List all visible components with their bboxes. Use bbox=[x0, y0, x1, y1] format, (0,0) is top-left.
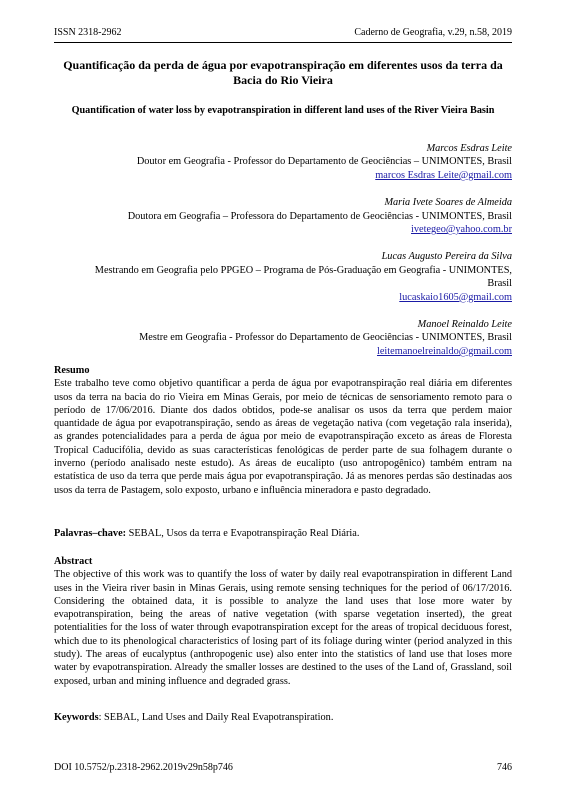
author-email-link[interactable]: ivetegeo@yahoo.com.br bbox=[411, 224, 512, 236]
author-email-link[interactable]: lucaskaio1605@gmail.com bbox=[399, 291, 512, 303]
abstract-section bbox=[54, 555, 512, 688]
author-affiliation: Mestre em Geografia - Professor do Departamento de Geociências - UNIMONTES, Brasil bbox=[139, 332, 512, 344]
author-affiliation: Doutor em Geografia - Professor do Departamento de Geociências – UNIMONTES, Brasil bbox=[136, 156, 512, 168]
keywords-label: Keywords bbox=[54, 712, 99, 723]
page-number: 746 bbox=[497, 762, 512, 773]
author-entry bbox=[52, 142, 512, 182]
palavras-chave-text: SEBAL, Usos da terra e Evapotranspiração Real Diária. bbox=[126, 528, 360, 539]
author-email-link[interactable]: leitemanoelreinaldo@gmail.com bbox=[376, 345, 512, 357]
issn: ISSN 2318-2962 bbox=[54, 27, 122, 38]
author-block bbox=[52, 142, 512, 372]
author-entry bbox=[52, 318, 512, 358]
page-footer bbox=[54, 762, 512, 773]
keywords bbox=[54, 711, 512, 724]
resumo-section bbox=[54, 364, 512, 497]
palavras-chave-label: Palavras–chave: bbox=[54, 528, 127, 539]
author-name: Marcos Esdras Leite bbox=[426, 143, 512, 154]
palavras-chave bbox=[54, 527, 512, 540]
resumo-heading: Resumo bbox=[54, 365, 90, 376]
title-portuguese: Quantificação da perda de água por evapotranspiração em diferentes usos da terra da Bacia do Rio Vieira bbox=[63, 58, 503, 87]
keywords-text: : SEBAL, Land Uses and Daily Real Evapotranspiration. bbox=[98, 712, 334, 723]
author-email-link[interactable]: marcos Esdras Leite@gmail.com bbox=[375, 169, 512, 181]
author-entry bbox=[52, 196, 512, 236]
author-affiliation: Mestrando em Geografia pelo PPGEO – Programa de Pós-Graduação em Geografia - UNIMONTES, Brasil bbox=[94, 264, 512, 290]
author-name: Lucas Augusto Pereira da Silva bbox=[381, 251, 512, 263]
abstract-heading: Abstract bbox=[54, 556, 93, 567]
header-divider bbox=[54, 42, 512, 43]
title-english: Quantification of water loss by evapotranspiration in different land uses of the River Vieira Basin bbox=[71, 105, 495, 116]
resumo-text: Este trabalho teve como objetivo quantificar a perda de água por evapotranspiração real diária em diferentes usos da terra na bacia do rio Vieira em Minas Gerais, por meio de técnicas de sensoriamento remoto para o período de 17/06/2016. Diante dos dados obtidos, pode-se analisar os usos da terra que perdem maior quantidade de água por evapotranspiração, sendo as áreas de vegetação nativa (com vegetação rala inserida), as grandes potencialidades para a perda de água por meio de evapotranspiração exceto as áreas de Floresta Tropical Caducifólia, devido as suas características fenológicas de perder parte de sua folhagem durante o inverno (período analisado neste estudo). As áreas de eucalipto (uso antropogênico) também entram na estatística de uso da terra que perde mais água por evapotranspiração. Já as menores perdas são destinadas aos usos da terra de Pastagem, solo exposto, urbano e influência mineradora e pasto degradado. bbox=[54, 378, 512, 496]
author-entry bbox=[52, 250, 512, 304]
doi: DOI 10.5752/p.2318-2962.2019v29n58p746 bbox=[54, 762, 233, 773]
author-name: Manoel Reinaldo Leite bbox=[417, 319, 512, 331]
journal-citation: Caderno de Geografia, v.29, n.58, 2019 bbox=[354, 27, 512, 38]
abstract-text: The objective of this work was to quantify the loss of water by daily real evapotranspiration in different Land uses in the Vieira river basin in Minas Gerais, using remote sensing techniques for the period of 06/17/2016. Considering the obtained data, it is possible to analyze the land uses that lose more water by evapotranspiration, being the areas of native vegetation (with sparse vegetation inserted), the great potentialities for the loss of water through evapotranspiration except for the areas of tropical deciduous forest, which due to its phenological characteristics of losing part of its foliage during winter (period analyzed in this study). The areas of eucalyptus (anthropogenic use) also enter into the statistics of land use that loses more water by evapotranspiration. Already the smaller losses are destined to the uses of the Land of, Grassland, soil exposed, urban and mining influence and degraded grass. bbox=[54, 569, 512, 687]
running-header bbox=[54, 27, 512, 41]
author-name: Maria Ivete Soares de Almeida bbox=[384, 197, 512, 209]
author-affiliation: Doutora em Geografia – Professora do Departamento de Geociências - UNIMONTES, Brasil bbox=[127, 210, 512, 222]
